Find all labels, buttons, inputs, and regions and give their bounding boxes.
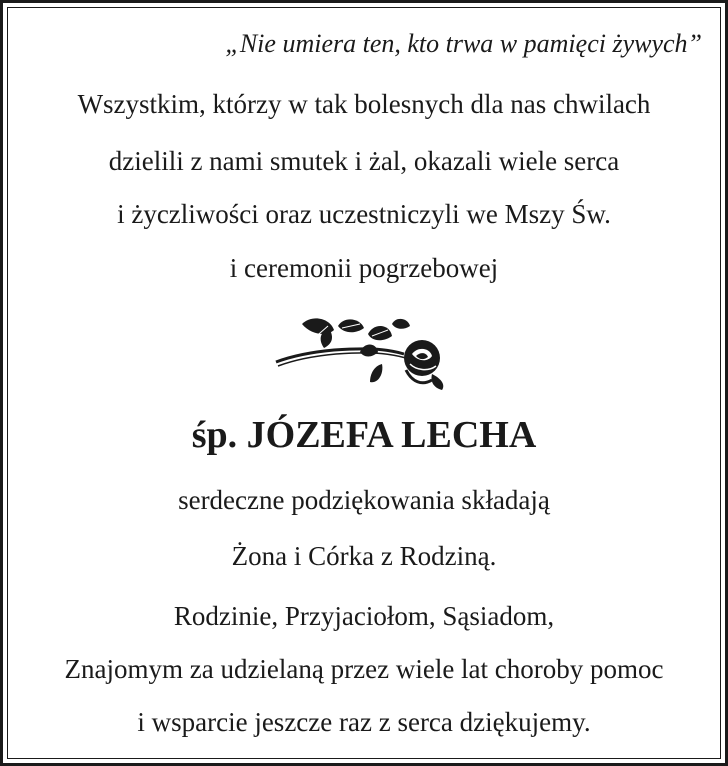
closing-line-1: Rodzinie, Przyjaciołom, Sąsiadom,: [173, 601, 555, 631]
thanks-line-3: i życzliwości oraz uczestniczyli we Mszy Św.: [117, 199, 611, 229]
thanks-line-2: dzielili z nami smutek i żal, okazali wiele serca: [108, 146, 620, 176]
thanks-from-line-2: Żona i Córka z Rodziną.: [231, 541, 497, 571]
rose-icon: [272, 312, 452, 394]
closing-line-3: i wsparcie jeszcze raz z serca dziękujemy.: [137, 707, 591, 737]
thanks-line-4: i ceremonii pogrzebowej: [229, 253, 499, 283]
thanks-from-line-1: serdeczne podziękowania składają: [178, 485, 550, 515]
thanks-line-1: Wszystkim, którzy w tak bolesnych dla nas chwilach: [77, 89, 651, 119]
closing-line-2: Znajomym za udzielaną przez wiele lat choroby pomoc: [64, 654, 664, 684]
motto-quote: „Nie umiera ten, kto trwa w pamięci żywych”: [225, 29, 702, 58]
deceased-name: śp. JÓZEFA LECHA: [191, 414, 537, 456]
